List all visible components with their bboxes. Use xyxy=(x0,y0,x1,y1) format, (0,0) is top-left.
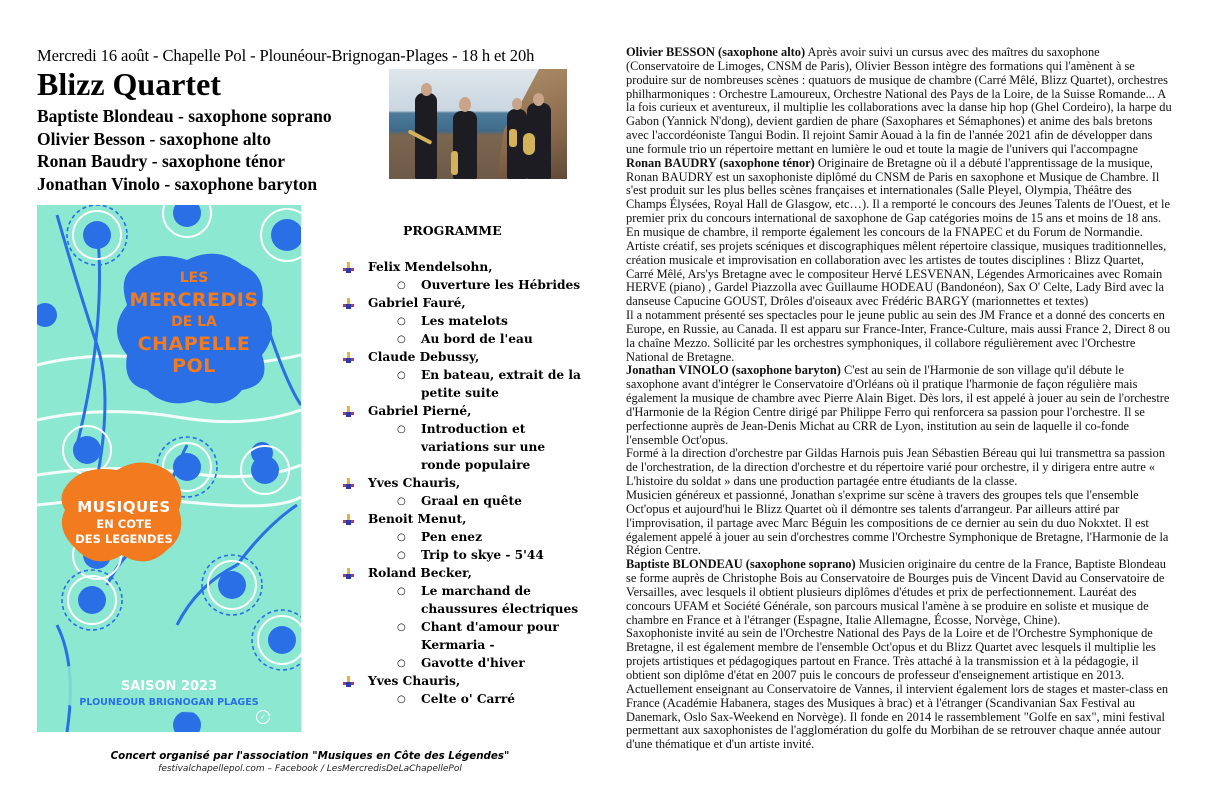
bio-paragraph xyxy=(626,489,1172,558)
programme-composer xyxy=(343,474,583,492)
poster-text-mercredis: MERCREDIS xyxy=(129,289,259,311)
programme-list xyxy=(343,258,583,708)
cross-bullet-icon xyxy=(343,676,354,687)
cross-bullet-icon xyxy=(343,406,354,417)
programme-piece xyxy=(343,654,583,672)
bio-text: Formé à la direction d'orchestre par Gildas Harnois puis Jean Sébastien Béreau qui lui transmettra sa passion de l'orchestration, de la direction d'orchestre et du répertoire varié pour orchestre, il y dirigera entre autre « L'histoire du soldat » dans une production partagée entre étudiants de la classe. xyxy=(626,446,1166,489)
programme-composer xyxy=(343,564,583,582)
page-title: Blizz Quartet xyxy=(37,66,221,102)
programme-composer xyxy=(343,258,583,276)
footer-organizer: Concert organisé par l'association "Musiques en Côte des Légendes" xyxy=(110,750,510,762)
saxophone-icon xyxy=(523,133,535,155)
saxophone-icon xyxy=(509,129,517,147)
artist-logo-icon: ✓ xyxy=(256,710,270,724)
composer-name: Gabriel Fauré, xyxy=(368,296,466,310)
piece-title: Au bord de l'eau xyxy=(421,332,533,346)
programme-piece xyxy=(343,528,583,546)
programme-piece xyxy=(343,366,583,402)
circle-bullet-icon: ○ xyxy=(397,496,406,507)
member-item: Ronan Baudry - saxophone ténor xyxy=(37,151,285,171)
bio-text: Après avoir suivi un cursus avec des maîtres du saxophone (Conservatoire de Limoges, CNSM de Paris), Olivier Besson intègre des formations qui l'amènent à se produire sur de nombreuses scènes : quatuors de musique de chambre (Carré Mêlé, Blizz Quartet), orchestres philharmoniques : Orchestre Lamoureux, Orchestre National des Pays de la Loire, de la Suisse Romande... A la fois curieux et aventureux, il multiplie les collaborations avec la danse hip hop (Ghel Cordeiro), la harpe du Gabon (Yannick N'dong), devient gardien de phare (Saxophares et Sémaphones) et anime des bals bretons avec l'accordéoniste Tangui Bodin. Il rejoint Samir Aouad à la fin de l'année 2021 afin de développer dans une formule trio un répertoire mettant en lumière le oud et toute la magie de l'univers qui l'accompagne xyxy=(626,45,1172,156)
piece-title: Le marchand de chaussures électriques xyxy=(421,584,579,616)
programme-piece xyxy=(343,582,583,618)
bio-paragraph xyxy=(626,240,1172,309)
cross-bullet-icon xyxy=(343,262,354,273)
bio-text: Il a notamment présenté ses spectacles pour le jeune public au sein des JM France et a donné des concerts en Europe, en Russie, au Canada. Il est apparu sur France-Inter, France-Culture, mais aussi France 2, Direct 8 ou la chaîne Mezzo. Sollicité par les orchestres symphoniques, il collabore régulièrement avec l'Orchestre National de Bretagne. xyxy=(626,308,1171,364)
quartet-photo xyxy=(389,69,567,179)
bio-text: Musicien originaire du centre de la France, Baptiste Blondeau se forme auprès de Christophe Bois au Conservatoire de Bourges puis de Vincent David au Conservatoire de Versailles, avec lesquels il obtient plusieurs diplômes d'études et prix de perfectionnement. Lauréat des concours UFAM et Société Générale, son parcours musical l'amène à se produire en soliste et musique de chambre en France et à l'étranger (Espagne, Italie Allemagne, Écosse, Norvège, Chine). xyxy=(626,557,1166,627)
circle-bullet-icon: ○ xyxy=(397,622,406,633)
programme-composer xyxy=(343,348,583,366)
circle-bullet-icon: ○ xyxy=(397,586,406,597)
saxophone-icon xyxy=(451,151,458,175)
piece-title: Trip to skye - 5'44 xyxy=(421,548,544,562)
bio-paragraph xyxy=(626,309,1172,364)
composer-name: Felix Mendelsohn, xyxy=(368,260,493,274)
piece-title: Ouverture les Hébrides xyxy=(421,278,581,292)
programme-piece xyxy=(343,276,583,294)
cross-bullet-icon xyxy=(343,298,354,309)
member-list xyxy=(37,105,332,195)
circle-bullet-icon: ○ xyxy=(397,658,406,669)
piece-title: Les matelots xyxy=(421,314,508,328)
programme-composer xyxy=(343,510,583,528)
cross-bullet-icon xyxy=(343,568,354,579)
poster-text-pol: POL xyxy=(172,355,216,377)
programme-piece xyxy=(343,420,583,474)
bio-paragraph xyxy=(626,627,1172,752)
poster-text-musiques: MUSIQUES xyxy=(77,498,171,516)
piece-title: Introduction et variations sur une ronde populaire xyxy=(421,422,546,472)
member-item: Jonathan Vinolo - saxophone baryton xyxy=(37,173,318,194)
piece-title: Pen enez xyxy=(421,530,482,544)
blue-blob-text xyxy=(109,267,279,377)
bio-paragraph xyxy=(626,46,1172,157)
composer-name: Roland Becker, xyxy=(368,566,472,580)
bio-musician-name: Baptiste BLONDEAU (saxophone soprano) xyxy=(626,557,856,572)
piece-title: Gavotte d'hiver xyxy=(421,656,525,670)
cross-bullet-icon xyxy=(343,478,354,489)
poster-text-en-cote: EN COTE xyxy=(96,517,152,531)
programme-piece xyxy=(343,618,583,654)
circle-bullet-icon: ○ xyxy=(397,334,406,345)
poster-season: SAISON 2023 xyxy=(120,679,218,694)
bio-paragraph xyxy=(626,364,1172,447)
bio-musician-name: Olivier BESSON (saxophone alto) xyxy=(626,45,806,59)
programme-piece xyxy=(343,312,583,330)
cross-bullet-icon xyxy=(343,514,354,525)
composer-name: Yves Chauris, xyxy=(368,674,461,688)
bio-musician-name: Jonathan VINOLO (saxophone baryton) xyxy=(626,363,841,378)
cross-bullet-icon xyxy=(343,352,354,363)
programme-title: PROGRAMME xyxy=(403,223,502,238)
piece-title: Celte o' Carré xyxy=(421,692,516,706)
bio-text: Originaire de Bretagne où il a débuté l'apprentissage de la musique, Ronan BAUDRY est un saxophoniste diplômé du CNSM de Paris en saxophone et Musique de Chambre. Il s'est produit sur les plus belles scènes françaises et internationales (Salle Pleyel, Olympia, Théâtre des Champs Élysées, Royal Hall de Glasgow, etc…). Il a remporté le concours des Jeunes Talents de l'Ouest, et le premier prix du concours international de saxophone de Gap catégories moins de 15 ans et moins de 18 ans. En musique de chambre, il remporte également les concours de la FNAPEC et du Forum de Normandie. xyxy=(626,155,1170,239)
musician-biographies xyxy=(626,46,1172,752)
member-item: Olivier Besson - saxophone alto xyxy=(37,128,272,149)
composer-name: Yves Chauris, xyxy=(368,476,461,490)
photo-head xyxy=(512,98,522,110)
programme-composer xyxy=(343,294,583,312)
photo-head xyxy=(533,93,544,106)
bio-text: C'est au sein de l'Harmonie de son village qu'il débute le saxophone avant d'intégrer le Conservatoire d'Orléans où il pratique l'harmonie de façon régulière mais également la musique de chambre avec Pierre Alain Biget. Dès lors, il est appelé à jouer au sein de l'orchestre d'Harmonie de la Région Centre dirigé par Philippe Ferro qui renforcera sa passion pour l'orchestre. Il se perfectionne auprès de Jean-Denis Michat au CRR de Lyon, institution au sein de laquelle il co-fonde l'ensemble Oct'opus. xyxy=(626,363,1170,447)
poster-text-chapelle: CHAPELLE xyxy=(137,333,251,355)
bio-paragraph xyxy=(626,157,1172,240)
programme-piece xyxy=(343,546,583,564)
composer-name: Gabriel Pierné, xyxy=(368,404,472,418)
circle-bullet-icon: ○ xyxy=(397,424,406,435)
event-date-location: Mercredi 16 août - Chapelle Pol - Plounéour-Brignogan-Plages - 18 h et 20h xyxy=(37,46,535,65)
programme-composer xyxy=(343,672,583,690)
poster-text-les: LES xyxy=(179,270,209,286)
bio-paragraph xyxy=(626,558,1172,627)
poster-text-des-legendes: DES LEGENDES xyxy=(75,532,173,546)
circle-bullet-icon: ○ xyxy=(397,532,406,543)
orange-blob-text xyxy=(59,497,189,547)
circle-bullet-icon: ○ xyxy=(397,550,406,561)
circle-bullet-icon: ○ xyxy=(397,280,406,291)
circle-bullet-icon: ○ xyxy=(397,694,406,705)
photo-head xyxy=(459,97,471,112)
festival-poster xyxy=(37,205,301,732)
bio-musician-name: Ronan BAUDRY (saxophone ténor) xyxy=(626,155,815,170)
composer-name: Benoit Menut, xyxy=(368,512,467,526)
circle-bullet-icon: ○ xyxy=(397,316,406,327)
programme-composer xyxy=(343,402,583,420)
poster-text-de-la: DE LA xyxy=(171,314,217,330)
composer-name: Claude Debussy, xyxy=(368,350,480,364)
circle-bullet-icon: ○ xyxy=(397,370,406,381)
programme-piece xyxy=(343,492,583,510)
bio-paragraph xyxy=(626,447,1172,489)
bio-text: Artiste créatif, ses projets scéniques et discographiques mêlent répertoire classique, musiques traditionnelles, création musicale et improvisation en collaboration avec les artistes de toutes disciplines : Blizz Quartet, Carré Mêlé, Ars'ys Bretagne avec le compositeur Hervé LESVENAN, Légendes Armoricaines avec Romain HERVE (piano) , Gardel Piazzolla avec Guillaume HODEAU (Bandonéon), Sax O' Celte, Lady Bird avec la danseuse Capucine GOUST, Drôles d'oiseaux avec Frédéric BARGY (marionnettes et textes) xyxy=(626,238,1167,309)
footer-links: festivalchapellepol.com – Facebook / LesMercredisDeLaChapellePol xyxy=(158,764,462,774)
photo-head xyxy=(421,83,432,96)
programme-piece xyxy=(343,330,583,348)
bio-text: Musicien généreux et passionné, Jonathan s'exprime sur scène à travers des groupes tels que l'ensemble Oct'opus et aujourd'hui le Blizz Quartet où il démontre ses talents d'arrangeur. Par ailleurs attiré par l'improvisation, il partage avec Marc Béguin les compositions de ce dernier au sein du duo Nokxtet. Il est également appelé à jouer au sein d'orchestres comme l'Orchestre Symphonique de Bretagne, l'Harmonie de la Région Centre. xyxy=(626,488,1169,558)
piece-title: Chant d'amour pour Kermaria - xyxy=(421,620,559,652)
member-item: Baptiste Blondeau - saxophone soprano xyxy=(37,106,332,126)
bio-text: Saxophoniste invité au sein de l'Orchestre National des Pays de la Loire et de l'Orchestre Symphonique de Bretagne, il est également membre de l'ensemble Oct'opus et du Blizz Quartet avec lesquels il multiplie les projets artistiques et pédagogiques partout en France. Très attaché à la transmission et à la pédagogie, il obtient son diplôme d'état en 2007 puis le concours de professeur d'enseignement artistique en 2013. Actuellement enseignant au Conservatoire de Vannes, il intervient également lors de stages et master-class en France (Académie Habanera, stages des Musiques à brac) et à l'étranger (Scandivanian Sax Festival au Danemark, Oslo Sax-Weekend en Norvège). Il fonde en 2014 le rassemblement "Golfe en sax", mini festival permettant aux saxophonistes de l'agglomération du golfe du Morbihan de se retrouver chaque année autour d'une thématique et d'un artiste invité. xyxy=(626,626,1169,752)
piece-title: Graal en quête xyxy=(421,494,522,508)
piece-title: En bateau, extrait de la petite suite xyxy=(421,368,581,400)
programme-piece xyxy=(343,690,583,708)
poster-location: PLOUNEOUR BRIGNOGAN PLAGES xyxy=(79,697,259,708)
